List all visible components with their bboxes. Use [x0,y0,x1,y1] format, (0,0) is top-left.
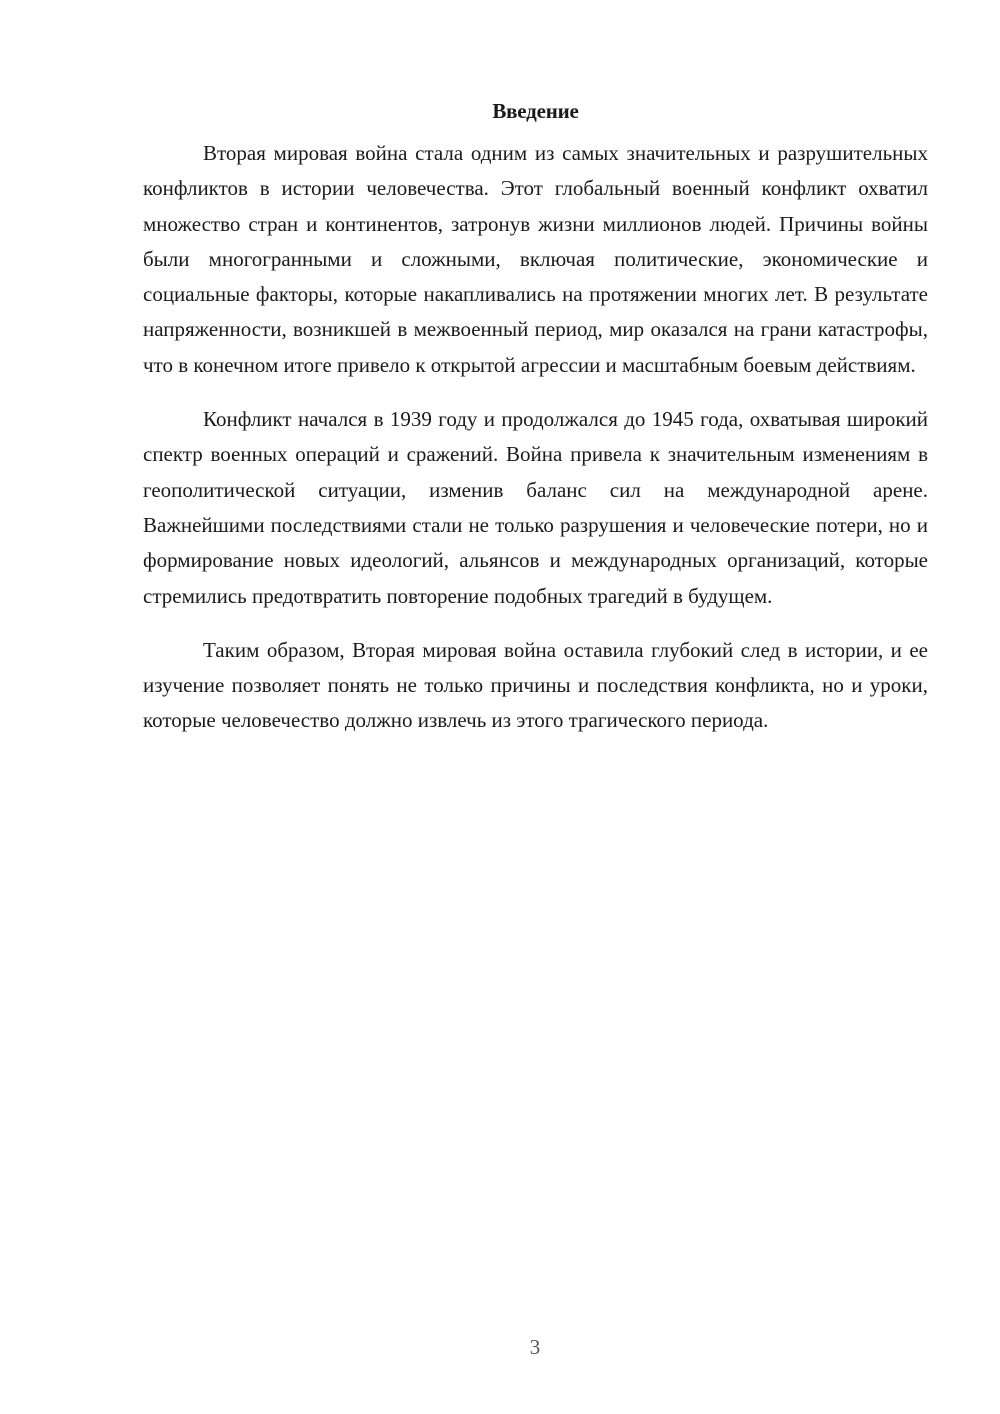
paragraph-3: Таким образом, Вторая мировая война оставила глубокий след в истории, и ее изучение позволяет понять не только причины и последствия конфликта, но и уроки, которые человечество должно извлечь из этого трагического периода. [143,637,928,733]
page-number-text: 3 [529,1335,541,1359]
paragraph-2: Конфликт начался в 1939 году и продолжался до 1945 года, охватывая широкий спектр военных операций и сражений. Война привела к значительным изменениям в геополитической ситуации, изменив баланс сил на международной арене. Важнейшими последствиями стали не только разрушения и человеческие потери, но и формирование новых идеологий, альянсов и международных организаций, которые стремились предотвратить повторение подобных трагедий в будущем. [143,407,928,608]
page-number [0,1334,1000,1360]
paragraph-1: Вторая мировая война стала одним из самых значительных и разрушительных конфликтов в истории человечества. Этот глобальный военный конфликт охватил множество стран и континентов, затронув жизни миллионов людей. Причины войны были многогранными и сложными, включая политические, экономические и социальные факторы, которые накапливались на протяжении многих лет. В результате напряженности, возникшей в межвоенный период, мир оказался на грани катастрофы, что в конечном итоге привело к открытой агрессии и масштабным боевым действиям. [143,141,928,377]
section-title: Введение [492,99,579,123]
page-content [143,96,928,739]
